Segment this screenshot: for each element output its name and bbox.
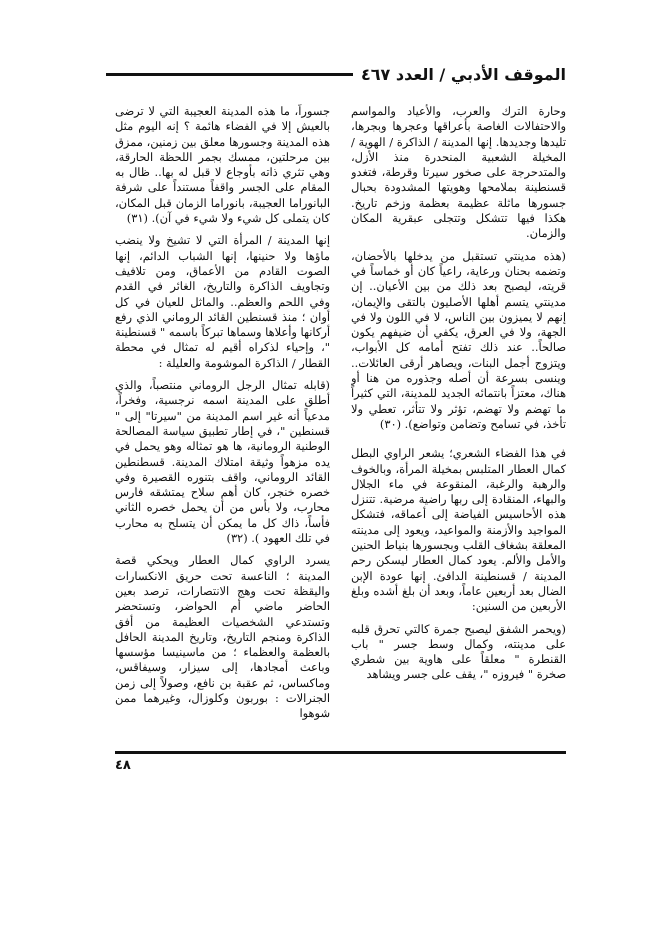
quote-paragraph: (قابله تمثال الرجل الروماني منتصباً، والذي أطلق على المدينة اسمه نرجسية، وفخراً، مدعياً أنه غير اسم المدينة من "سيرتا" إلى " قسنطين "، في إطار تطبيق سياسة المصالحة الوطنية الرومانية، ها هو تمثاله وهو يحمل في يده مزهواً وثيقة امتلاك المدينة. قسطنطين القائد الروماني، واقف بتنوره القصيرة وفي خصره خنجر، كان أهم سلاح يمتشقه فارس محارب، ولا بأس من أن يحمل خصره الثاني فأساً، ذاك كل ما يمكن أن يتسلح به محارب في تلك العهود ). (٣٢) bbox=[115, 378, 330, 546]
journal-title: الموقف الأدبي / العدد ٤٦٧ bbox=[361, 64, 566, 84]
footer-rule bbox=[115, 751, 566, 754]
quote-paragraph: (هذه مدينتي تستقبل من يدخلها بالأحضان، وتضمه بحنان ورعاية، راعياً كان أو خماساً في قريته، ليصبح بعد ذلك من بين الأعيان.. إن مدينتي يتسم أهلها الأصليون بالتقى والإيمان، إنهم لا يميزون بين الناس، لا في اللون ولا في الجهة، ولا في العرق، يكفي أن ضيفهم يكون صالحاً.. عند ذلك تفتح أمامه كل الأبواب، ويتزوج أجمل البنات، ويصاهر أرقى العائلات.. وينسى بسرعة أن أصله وجذوره من هنا أو هناك، معتزاً بانتمائه الجديد للمدينة، التي كثيراً ما تهضم ولا تهضم، تؤثر ولا تتأثر، تعطي ولا تأخذ، في تسامح وتضامن وتواضع). (٣٠) bbox=[351, 248, 566, 431]
paragraph: في هذا الفضاء الشعري؛ يشعر الراوي البطل كمال العطار المتلبس بمخيلة المرأة، وبالخوف والرهبة والرغبة، المنقوعة في ماء الجلال والبهاء، المنقادة إلى ربها راضية مرضية. تتنزل هذه الأحاسيس الفياضة إلى أعماقه، فتشكل المواجيد والأزمنة والمواعيد، ويعود إلى مدينته المعلقة بشغاف القلب وبجسورها بنياط الحنين والأمل والألم. يعود كمال العطار ليسكن رحم المدينة / قسنطينة الدافئ. إنها عودة الإبن الضال بعد أربعين عاماً، وبعد أن بلغ أشده وبلغ الأربعين من السنين: bbox=[351, 446, 566, 614]
paragraph: يسرد الراوي كمال العطار ويحكي قصة المدينة ؛ الناعسة تحت حريق الانكسارات واليقظة تحت وهج الانتصارات، ترصد بعين الحاضر ماضي أم الحواضر، وتستحضر وتستدعي الشخصيات العظيمة من أفق الذاكرة ومنجم التاريخ، وتاريخ المدينة الحافل بالعظمة والعظماء ؛ من ماسينيسا مؤسسها وباعث أمجادها، إلى سيزار، وسيفاقس، وماكساس، ثم عقبة بن نافع، وصولاً إلى زمن الجنرالات : بوربون وكلوزال، وغيرهما ممن شوهوا bbox=[115, 553, 330, 721]
paragraph: وحارة الترك والعرب، والأعياد والمواسم والاحتفالات الغاصة بأعراقها وعجرها وبجرها، تليدها وجديدها. إنها المدينة / الذاكرة / الهوية / المخيلة الشعبية المنحدرة منذ الأزل، والمتدحرجة على صخور سيرتا وقرطة، فتغدو قسنطينة بملامحها وهويتها المشدودة بحبال جسورها ماثلة عظيمة بعظمة وزخم تاريخ. هكذا فيها تتشكل وتتجلى عبقرية المكان والزمان. bbox=[351, 104, 566, 241]
page-header bbox=[106, 60, 566, 88]
left-column bbox=[115, 104, 330, 744]
paragraph: إنها المدينة / المرأة التي لا تشيخ ولا ينضب ماؤها ولا حنينها، إنها الشباب الدائم، إنها الصوت القادم من الأعماق، ومن تلافيف وتجاويف الذاكرة والتاريخ، الغائر في القدم وفي اللحم والعظم.. والماثل للعيان في كل أوان ؛ منذ قسنطين القائد الروماني الذي رفع أركانها وأعلاها وسماها تبركاً باسمه " قسنطينة "، وإحياء لذكراه أقيم له تمثال في محطة القطار / الذاكرة الموشومة والعليلة : bbox=[115, 233, 330, 370]
paragraph: جسوراً، ما هذه المدينة العجيبة التي لا ترضى بالعيش إلا في الفضاء هائمة ؟ إنه اليوم مثل هذه المدينة وجسورها معلق بين زمنين، ممزق بين مرحلتين، ممسك بجمر اللحظة الحارقة، وهي تثري ذاته بأوجاع لا قبل له بها.. ظال به المقام على الجسر واقفاً مستنداً على شرفة البانوراما العجيبة، بانوراما الزمان قبل المكان، كان يتملى كل شيء ولا شيء في آن). (٣١) bbox=[115, 104, 330, 226]
right-column bbox=[351, 104, 566, 744]
page-number: ٤٨ bbox=[115, 758, 131, 773]
quote-paragraph: (ويحمر الشفق ليصبح جمرة كالتي تحرق قلبه على مدينته، وكمال وسط جسر " باب القنطرة " معلقاً على هاوية بين شطري صخرة " فيروزه "، يقف على جسر ويشاهد bbox=[351, 621, 566, 682]
header-rule bbox=[106, 73, 353, 76]
